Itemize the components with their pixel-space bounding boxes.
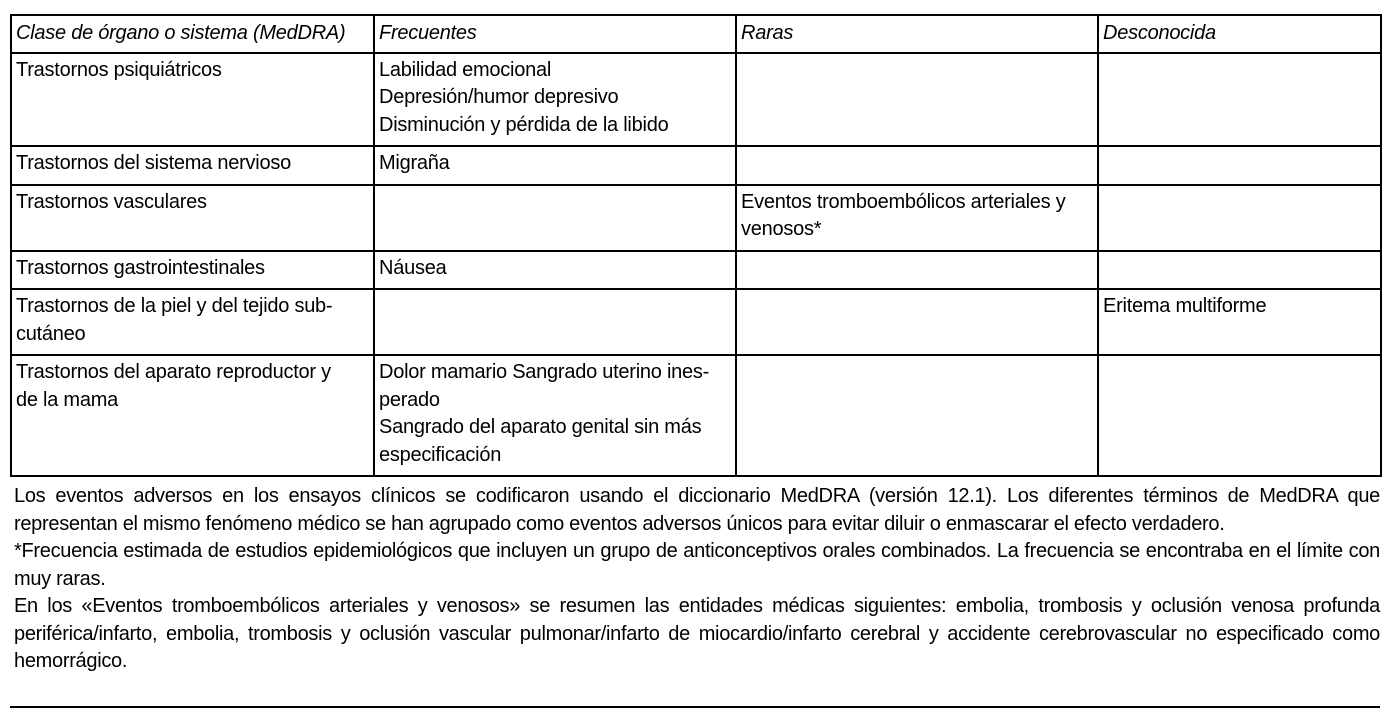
table-row xyxy=(11,251,1381,290)
cell-soc xyxy=(11,251,374,290)
cell-raras xyxy=(736,146,1098,185)
cell-text-line: perado xyxy=(379,388,440,411)
cell-text-line: Migraña xyxy=(379,152,450,174)
header-frecuentes: Frecuentes xyxy=(374,15,736,53)
cell-text-line: especificación xyxy=(379,443,502,466)
header-desconocida: Desconocida xyxy=(1098,15,1381,53)
table-header xyxy=(11,15,1381,53)
table-row xyxy=(11,53,1381,147)
bottom-divider xyxy=(10,706,1380,708)
cell-desconocida xyxy=(1098,355,1381,476)
cell-soc xyxy=(11,355,374,476)
cell-desconocida xyxy=(1098,251,1381,290)
cell-text-line: Eritema multiforme xyxy=(1103,295,1267,317)
cell-desconocida xyxy=(1098,53,1381,147)
table-footnotes xyxy=(10,483,1380,676)
header-raras: Raras xyxy=(736,15,1098,53)
cell-raras xyxy=(736,251,1098,290)
cell-text-line: venosos* xyxy=(741,218,822,240)
header-row xyxy=(11,15,1381,53)
cell-text-line: Trastornos de la piel y del tejido sub- xyxy=(16,295,333,317)
cell-text-line: Trastornos psiquiátricos xyxy=(16,58,222,81)
cell-text-line: Trastornos del aparato reproductor y xyxy=(16,361,331,383)
cell-raras xyxy=(736,355,1098,476)
table-body xyxy=(11,53,1381,477)
cell-raras xyxy=(736,289,1098,355)
table-row xyxy=(11,146,1381,185)
cell-text-line: Náusea xyxy=(379,256,447,279)
cell-text-line: Eventos tromboembólicos arteriales y xyxy=(741,190,1066,213)
cell-frecuentes xyxy=(374,146,736,185)
cell-desconocida xyxy=(1098,146,1381,185)
cell-text-line: Trastornos gastrointestinales xyxy=(16,256,265,279)
cell-text-line: Trastornos vasculares xyxy=(16,190,207,213)
table-row xyxy=(11,355,1381,476)
cell-desconocida xyxy=(1098,289,1381,355)
cell-frecuentes xyxy=(374,185,736,251)
cell-raras xyxy=(736,185,1098,251)
cell-text-line: Disminución y pérdida de la libido xyxy=(379,113,669,136)
table-row xyxy=(11,185,1381,251)
footnote-paragraph: En los «Eventos tromboembólicos arteriales y venosos» se resumen las entidades médicas siguientes: embolia, trombosis y oclusión venosa profunda periférica/infarto, embolia, trombosis y oclusión vascular pulmonar/infarto de miocardio/infarto cerebral y accidente cerebrovascular no especificado como hemorrágico. xyxy=(14,595,1380,672)
cell-text-line: Trastornos del sistema nervioso xyxy=(16,152,291,174)
adverse-events-table xyxy=(10,14,1382,477)
cell-text-line: Sangrado del aparato genital sin más xyxy=(379,416,702,438)
cell-text-line: Depresión/humor depresivo xyxy=(379,86,619,108)
cell-soc xyxy=(11,185,374,251)
cell-frecuentes xyxy=(374,289,736,355)
cell-text-line: de la mama xyxy=(16,388,118,411)
cell-soc xyxy=(11,146,374,185)
cell-frecuentes xyxy=(374,53,736,147)
footnote-paragraph: Los eventos adversos en los ensayos clínicos se codificaron usando el diccionario MedDRA (versión 12.1). Los diferentes términos de MedDRA que representan el mismo fenómeno médico se han agrupado como eventos adversos únicos para evitar diluir o enmascarar el efecto verdadero. xyxy=(14,485,1380,535)
cell-soc xyxy=(11,289,374,355)
cell-soc xyxy=(11,53,374,147)
cell-desconocida xyxy=(1098,185,1381,251)
footnote-paragraph: *Frecuencia estimada de estudios epidemiológicos que incluyen un grupo de anticonceptivos orales combinados. La frecuencia se encontraba en el límite con muy raras. xyxy=(14,540,1380,590)
header-soc: Clase de órgano o sistema (MedDRA) xyxy=(11,15,374,53)
document-page xyxy=(10,14,1380,676)
cell-raras xyxy=(736,53,1098,147)
cell-frecuentes xyxy=(374,251,736,290)
cell-text-line: Dolor mamario Sangrado uterino ines- xyxy=(379,361,710,383)
cell-text-line: Labilidad emocional xyxy=(379,58,552,81)
cell-text-line: cutáneo xyxy=(16,322,86,345)
table-row xyxy=(11,289,1381,355)
cell-frecuentes xyxy=(374,355,736,476)
